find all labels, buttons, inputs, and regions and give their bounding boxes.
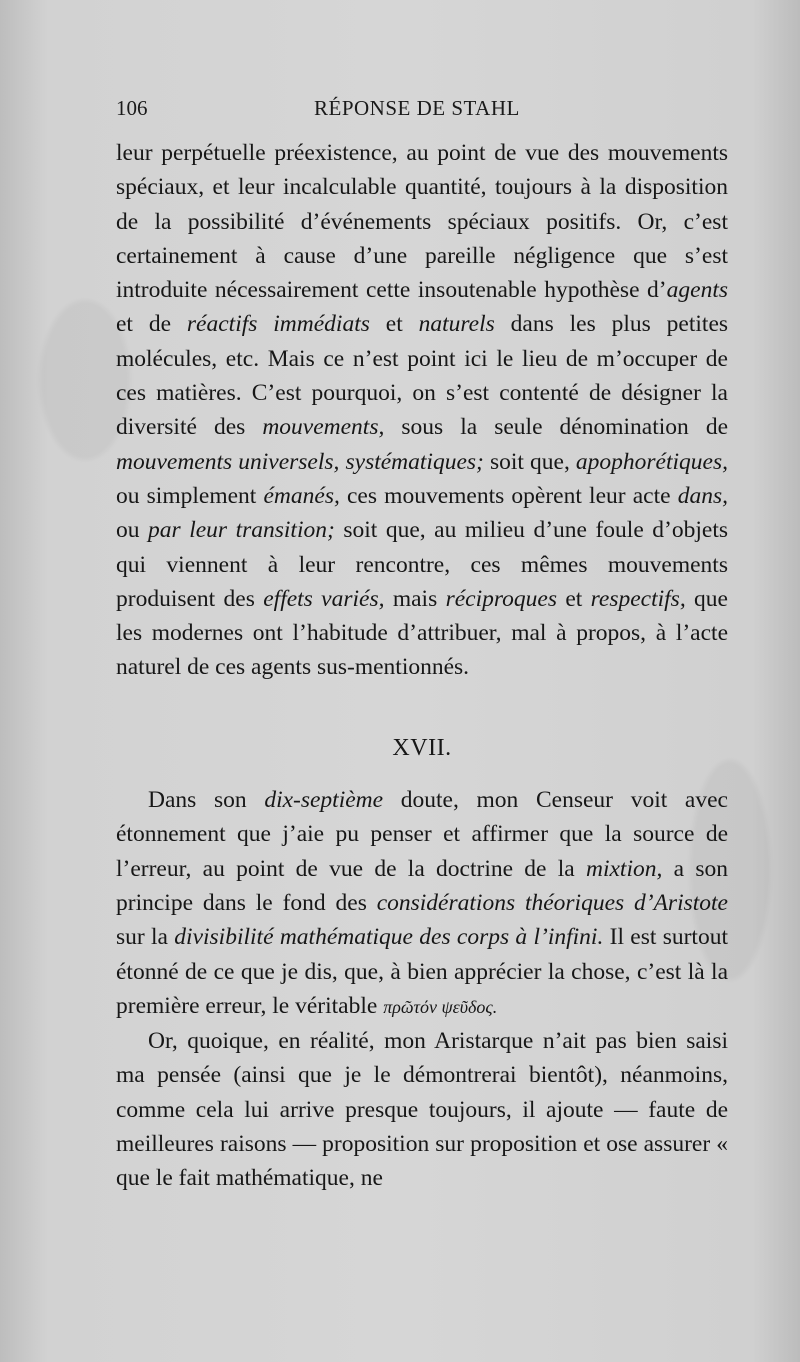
text-run: mais bbox=[384, 585, 446, 612]
text-run: et bbox=[556, 585, 591, 612]
italic-term: émanés, bbox=[263, 482, 340, 509]
text-run: doute, mon Censeur voit avec étonnement que j’aie pu penser et affirmer que la source de l’erreur, au point de vue de la doctrine de la bbox=[116, 787, 728, 882]
italic-term: dix-septième bbox=[264, 787, 384, 814]
text-run: et bbox=[369, 311, 419, 338]
italic-term: effets variés, bbox=[263, 585, 385, 612]
italic-term: considérations théoriques d’Aristote bbox=[376, 889, 728, 916]
text-run: Or, quoique, en réalité, mon Aristarque n’ait pas bien saisi ma pensée (ainsi que je le démontrerai bientôt), néanmoins, comme cela lui arrive presque toujours, il ajoute — faute de meilleures raisons — proposition sur proposition et ose assurer « que le fait mathématique, ne bbox=[116, 1028, 728, 1192]
section-heading: XVII. bbox=[392, 734, 452, 761]
text-run: et de bbox=[116, 311, 187, 338]
italic-term: divisibilité mathématique des corps à l’infini. bbox=[174, 924, 604, 951]
italic-term: réciproques bbox=[445, 585, 557, 612]
italic-term: mixtion, bbox=[586, 855, 663, 882]
page-number: 106 bbox=[116, 96, 148, 120]
paragraph bbox=[116, 1024, 728, 1195]
paragraph-continued bbox=[116, 136, 728, 685]
italic-term: respectifs, bbox=[590, 585, 686, 612]
italic-term: dans, bbox=[677, 482, 729, 509]
text-run: a son principe dans le fond des bbox=[116, 855, 728, 916]
text-run: Dans son bbox=[148, 787, 265, 814]
text-run: que les modernes ont l’habitude d’attribuer, mal à propos, à l’acte naturel de ces agents sus-mentionnés. bbox=[116, 585, 728, 681]
italic-term: réactifs immédiats bbox=[186, 311, 370, 338]
text-run: soit que, au milieu d’une foule d’objets qui viennent à leur rencontre, ces mêmes mouvements produisent des bbox=[116, 517, 729, 612]
italic-term: par leur transition; bbox=[148, 517, 335, 544]
italic-term: mouvements universels, systématiques; bbox=[116, 448, 484, 475]
body-text bbox=[116, 136, 728, 1196]
text-run: ces mouvements opèrent leur acte bbox=[339, 482, 678, 509]
text-run: soit que, bbox=[483, 448, 576, 475]
italic-term: naturels bbox=[418, 311, 495, 338]
italic-term: mouvements, bbox=[262, 414, 385, 441]
page-header bbox=[116, 96, 728, 130]
running-head: RÉPONSE DE STAHL bbox=[314, 96, 520, 120]
text-run: dans les plus petites molécules, etc. Mais ce n’est point ici le lieu de m’occuper de ces matières. C’est pourquoi, on s’est contenté de désigner la diversité des bbox=[116, 311, 729, 441]
italic-term: apophorétiques, bbox=[575, 448, 728, 475]
italic-term: agents bbox=[666, 277, 728, 304]
greek-phrase: πρῶτόν ψεῦδος. bbox=[383, 996, 498, 1017]
text-run: Il est surtout étonné de ce que je dis, que, à bien apprécier la chose, c’est là la première erreur, le véritable bbox=[116, 924, 728, 1019]
paragraph bbox=[116, 783, 728, 1024]
text-run: ou simplement bbox=[116, 482, 264, 509]
text-run: ou bbox=[116, 517, 149, 544]
text-run: leur perpétuelle préexistence, au point de vue des mouvements spéciaux, et leur incalculable quantité, toujours à la disposition de la possibilité d’événements spéciaux positifs. Or, c’est certainement à cause d’une pareille négligence que s’est introduite nécessairement cette insoutenable hypothèse d’ bbox=[116, 140, 728, 304]
text-run: sous la seule dénomination de bbox=[384, 414, 728, 441]
text-run: sur la bbox=[116, 924, 175, 951]
